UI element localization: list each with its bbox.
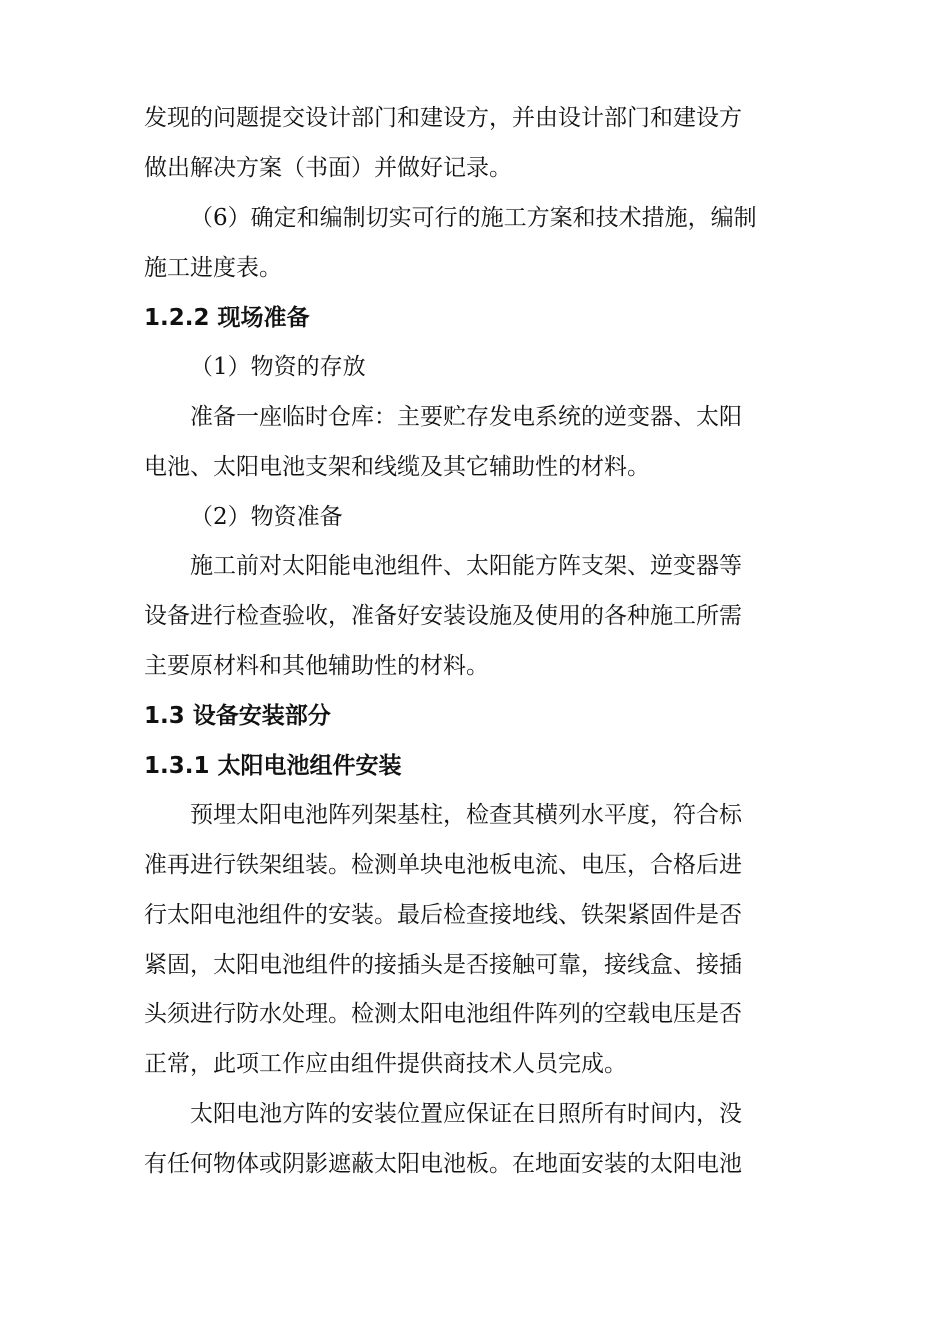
paragraph-line: 预埋太阳电池阵列架基柱，检查其横列水平度，符合标 xyxy=(190,802,742,828)
paragraph-line: 紧固，太阳电池组件的接插头是否接触可靠，接线盒、接插 xyxy=(144,952,742,978)
paragraph-line: 行太阳电池组件的安装。最后检查接地线、铁架紧固件是否 xyxy=(144,902,742,928)
paragraph-line: 施工进度表。 xyxy=(144,255,282,281)
paragraph-line: 有任何物体或阴影遮蔽太阳电池板。在地面安装的太阳电池 xyxy=(144,1151,742,1177)
paragraph-line: 太阳电池方阵的安装位置应保证在日照所有时间内，没 xyxy=(190,1101,742,1127)
paragraph-line: 准再进行铁架组装。检测单块电池板电流、电压，合格后进 xyxy=(144,852,742,878)
section-heading: 1.3 设备安装部分 xyxy=(144,703,331,729)
paragraph-line: 头须进行防水处理。检测太阳电池组件阵列的空载电压是否 xyxy=(144,1001,742,1027)
paragraph-line: 正常，此项工作应由组件提供商技术人员完成。 xyxy=(144,1051,627,1077)
paragraph-line: （6）确定和编制切实可行的施工方案和技术措施，编制 xyxy=(190,205,757,231)
paragraph-line: （1）物资的存放 xyxy=(190,354,366,380)
paragraph-line: （2）物资准备 xyxy=(190,504,343,530)
paragraph-line: 设备进行检查验收，准备好安装设施及使用的各种施工所需 xyxy=(144,603,742,629)
section-heading: 1.2.2 现场准备 xyxy=(144,305,310,331)
section-heading: 1.3.1 太阳电池组件安装 xyxy=(144,753,402,779)
paragraph-line: 发现的问题提交设计部门和建设方，并由设计部门和建设方 xyxy=(144,105,742,131)
paragraph-line: 施工前对太阳能电池组件、太阳能方阵支架、逆变器等 xyxy=(190,553,742,579)
paragraph-line: 准备一座临时仓库：主要贮存发电系统的逆变器、太阳 xyxy=(190,404,742,430)
paragraph-line: 电池、太阳电池支架和线缆及其它辅助性的材料。 xyxy=(144,454,650,480)
paragraph-line: 主要原材料和其他辅助性的材料。 xyxy=(144,653,489,679)
paragraph-line: 做出解决方案（书面）并做好记录。 xyxy=(144,155,512,181)
